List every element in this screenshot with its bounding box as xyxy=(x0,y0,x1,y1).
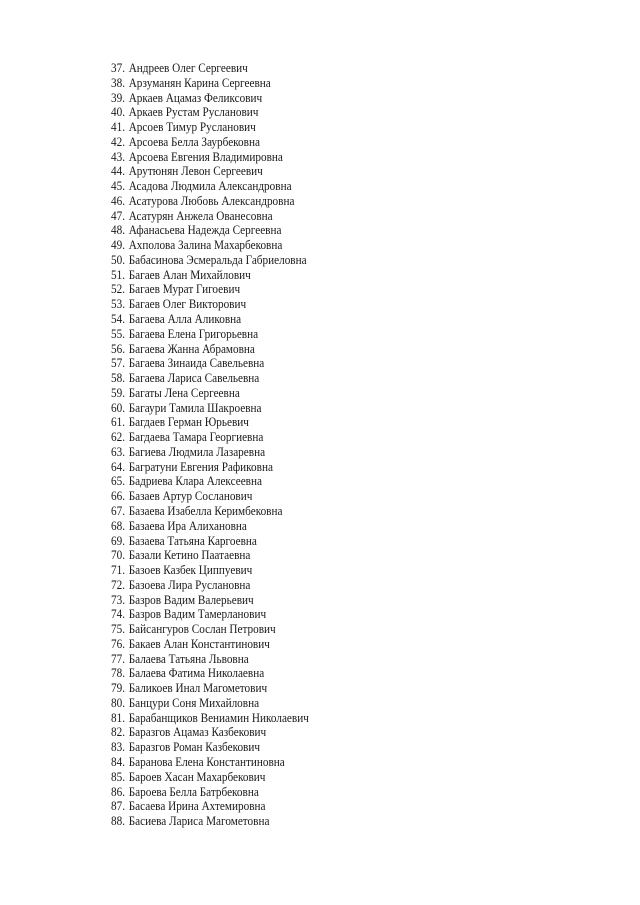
list-item-name: Аркаев Рустам Русланович xyxy=(128,105,259,120)
list-item xyxy=(111,460,309,475)
list-item-name: Аркаев Ацамаз Феликсович xyxy=(128,90,263,105)
list-item-name: Балаева Фатима Николаевна xyxy=(128,666,265,681)
list-item-number: 62. xyxy=(111,430,126,445)
list-item xyxy=(111,120,309,135)
list-item-name: Багаев Алан Михайлович xyxy=(128,267,251,282)
list-item-number: 39. xyxy=(111,90,126,105)
list-item-number: 72. xyxy=(111,577,126,592)
list-item-name: Баразгов Ацамаз Казбекович xyxy=(128,725,267,740)
list-item-name: Базаев Артур Сосланович xyxy=(128,489,253,504)
list-item xyxy=(111,740,309,755)
list-item-number: 65. xyxy=(111,474,126,489)
list-item-number: 63. xyxy=(111,444,126,459)
list-item-number: 40. xyxy=(111,105,126,120)
list-item xyxy=(111,622,309,637)
list-item-name: Багаева Жанна Абрамовна xyxy=(128,341,255,356)
list-item-name: Багиева Людмила Лазаревна xyxy=(128,444,266,459)
list-item xyxy=(111,430,309,445)
list-item xyxy=(111,253,309,268)
list-item xyxy=(111,637,309,652)
list-item-number: 52. xyxy=(111,282,126,297)
list-item-name: Багаева Лариса Савельевна xyxy=(128,371,260,386)
list-item-name: Арсоева Белла Заурбековна xyxy=(128,134,260,149)
list-item xyxy=(111,61,309,76)
list-item-number: 79. xyxy=(111,681,126,696)
list-item xyxy=(111,179,309,194)
list-item-name: Барабанщиков Вениамин Николаевич xyxy=(128,710,309,725)
list-item xyxy=(111,415,309,430)
list-item xyxy=(111,105,309,120)
list-item-number: 53. xyxy=(111,297,126,312)
list-item-number: 42. xyxy=(111,134,126,149)
list-item-name: Баранова Елена Константиновна xyxy=(128,754,285,769)
list-item-name: Багдаев Герман Юрьевич xyxy=(128,415,249,430)
list-item xyxy=(111,474,309,489)
list-item xyxy=(111,711,309,726)
list-item-name: Бабасинова Эсмеральда Габриеловна xyxy=(128,252,307,267)
list-item-number: 48. xyxy=(111,223,126,238)
list-item-number: 68. xyxy=(111,518,126,533)
list-item-number: 43. xyxy=(111,149,126,164)
list-item xyxy=(111,91,309,106)
list-item-name: Базоева Лира Руслановна xyxy=(128,577,251,592)
list-item-number: 85. xyxy=(111,769,126,784)
list-item-name: Багаева Елена Григорьевна xyxy=(128,326,259,341)
list-item-name: Асатурова Любовь Александровна xyxy=(128,193,295,208)
list-item xyxy=(111,770,309,785)
list-item xyxy=(111,534,309,549)
list-item-number: 73. xyxy=(111,592,126,607)
list-item xyxy=(111,785,309,800)
list-item-name: Арзуманян Карина Сергеевна xyxy=(128,75,271,90)
list-item-number: 60. xyxy=(111,400,126,415)
list-item-name: Базров Вадим Валерьевич xyxy=(128,592,254,607)
list-item-number: 37. xyxy=(111,61,126,75)
list-item xyxy=(111,696,309,711)
list-item-number: 83. xyxy=(111,740,126,755)
list-item-name: Ахполова Залина Махарбековна xyxy=(128,238,283,253)
list-item-number: 76. xyxy=(111,636,126,651)
list-item-number: 66. xyxy=(111,489,126,504)
list-item-number: 38. xyxy=(111,75,126,90)
list-item-number: 74. xyxy=(111,607,126,622)
list-item-number: 57. xyxy=(111,356,126,371)
list-item xyxy=(111,401,309,416)
list-item-number: 84. xyxy=(111,754,126,769)
list-item-name: Базаева Изабелла Керимбековна xyxy=(128,503,283,518)
list-item-name: Багаев Мурат Гигоевич xyxy=(128,282,241,297)
list-item-name: Багаев Олег Викторович xyxy=(128,297,247,312)
list-item-name: Байсангуров Сослан Петрович xyxy=(128,622,276,637)
list-item-number: 59. xyxy=(111,385,126,400)
list-item xyxy=(111,652,309,667)
list-item-number: 82. xyxy=(111,725,126,740)
list-item xyxy=(111,135,309,150)
list-item xyxy=(111,209,309,224)
list-item-number: 70. xyxy=(111,548,126,563)
list-item xyxy=(111,194,309,209)
list-item-name: Бадриева Клара Алексеевна xyxy=(128,474,262,489)
list-item-number: 64. xyxy=(111,459,126,474)
list-item-number: 86. xyxy=(111,784,126,799)
list-item xyxy=(111,76,309,91)
list-item-number: 45. xyxy=(111,179,126,194)
list-item-number: 61. xyxy=(111,415,126,430)
list-item-name: Баликоев Инал Магометович xyxy=(128,681,268,696)
list-item-name: Банцури Соня Михайловна xyxy=(128,695,260,710)
list-item xyxy=(111,238,309,253)
list-item-number: 44. xyxy=(111,164,126,179)
list-item xyxy=(111,666,309,681)
list-item xyxy=(111,578,309,593)
list-item xyxy=(111,725,309,740)
list-item-number: 71. xyxy=(111,563,126,578)
list-item-number: 69. xyxy=(111,533,126,548)
list-item xyxy=(111,681,309,696)
list-item xyxy=(111,164,309,179)
list-item xyxy=(111,445,309,460)
list-item xyxy=(111,489,309,504)
list-item-number: 75. xyxy=(111,622,126,637)
list-item-name: Арсоева Евгения Владимировна xyxy=(128,149,283,164)
list-item-name: Бароева Белла Батрбековна xyxy=(128,784,259,799)
list-item-number: 46. xyxy=(111,193,126,208)
list-item-number: 55. xyxy=(111,326,126,341)
list-item-name: Багаты Лена Сергеевна xyxy=(128,385,240,400)
list-item xyxy=(111,312,309,327)
list-item-name: Базали Кетино Паатаевна xyxy=(128,548,251,563)
list-item-name: Арсоев Тимур Русланович xyxy=(128,120,256,135)
list-item-number: 50. xyxy=(111,252,126,267)
list-item xyxy=(111,519,309,534)
list-item xyxy=(111,223,309,238)
list-item xyxy=(111,371,309,386)
list-item-number: 58. xyxy=(111,371,126,386)
list-item xyxy=(111,297,309,312)
list-item xyxy=(111,327,309,342)
list-item xyxy=(111,342,309,357)
list-item-number: 81. xyxy=(111,710,126,725)
list-item-name: Бакаев Алан Константинович xyxy=(128,636,270,651)
list-item xyxy=(111,593,309,608)
list-item-name: Базоев Казбек Циппуевич xyxy=(128,563,253,578)
list-item-number: 47. xyxy=(111,208,126,223)
list-item-name: Багаева Зинаида Савельевна xyxy=(128,356,265,371)
list-item-name: Басиева Лариса Магометовна xyxy=(128,814,270,829)
list-item-number: 49. xyxy=(111,238,126,253)
list-item xyxy=(111,814,309,829)
list-item xyxy=(111,548,309,563)
list-item xyxy=(111,386,309,401)
list-item-number: 54. xyxy=(111,312,126,327)
list-item-number: 41. xyxy=(111,120,126,135)
list-item-name: Багратуни Евгения Рафиковна xyxy=(128,459,273,474)
list-item xyxy=(111,356,309,371)
list-item-name: Багдаева Тамара Георгиевна xyxy=(128,430,264,445)
list-item-number: 56. xyxy=(111,341,126,356)
list-item-number: 77. xyxy=(111,651,126,666)
list-item-name: Балаева Татьяна Львовна xyxy=(128,651,249,666)
list-item xyxy=(111,504,309,519)
list-item-name: Басаева Ирина Ахтемировна xyxy=(128,799,266,814)
list-item-number: 88. xyxy=(111,814,126,829)
list-item-number: 78. xyxy=(111,666,126,681)
list-item xyxy=(111,150,309,165)
name-list xyxy=(111,61,326,829)
list-item xyxy=(111,607,309,622)
list-item-number: 87. xyxy=(111,799,126,814)
list-item xyxy=(111,563,309,578)
list-item xyxy=(111,268,309,283)
list-item-number: 80. xyxy=(111,695,126,710)
list-item-name: Баразгов Роман Казбекович xyxy=(128,740,260,755)
list-item-number: 67. xyxy=(111,503,126,518)
list-item-name: Асатурян Анжела Ованесовна xyxy=(128,208,273,223)
list-item-name: Бароев Хасан Махарбекович xyxy=(128,769,266,784)
list-item-name: Багаева Алла Аликовна xyxy=(128,312,242,327)
list-item-name: Андреев Олег Сергеевич xyxy=(128,61,248,75)
list-item-name: Базаева Татьяна Каргоевна xyxy=(128,533,257,548)
list-item xyxy=(111,282,309,297)
list-item-name: Базров Вадим Тамерланович xyxy=(128,607,267,622)
list-item-name: Базаева Ира Алихановна xyxy=(128,518,247,533)
list-item-number: 51. xyxy=(111,267,126,282)
list-item-name: Асадова Людмила Александровна xyxy=(128,179,292,194)
list-item xyxy=(111,755,309,770)
list-item xyxy=(111,799,309,814)
list-item-name: Багаури Тамила Шакроевна xyxy=(128,400,262,415)
list-item-name: Арутюнян Левон Сергеевич xyxy=(128,164,263,179)
list-item-name: Афанасьева Надежда Сергеевна xyxy=(128,223,282,238)
